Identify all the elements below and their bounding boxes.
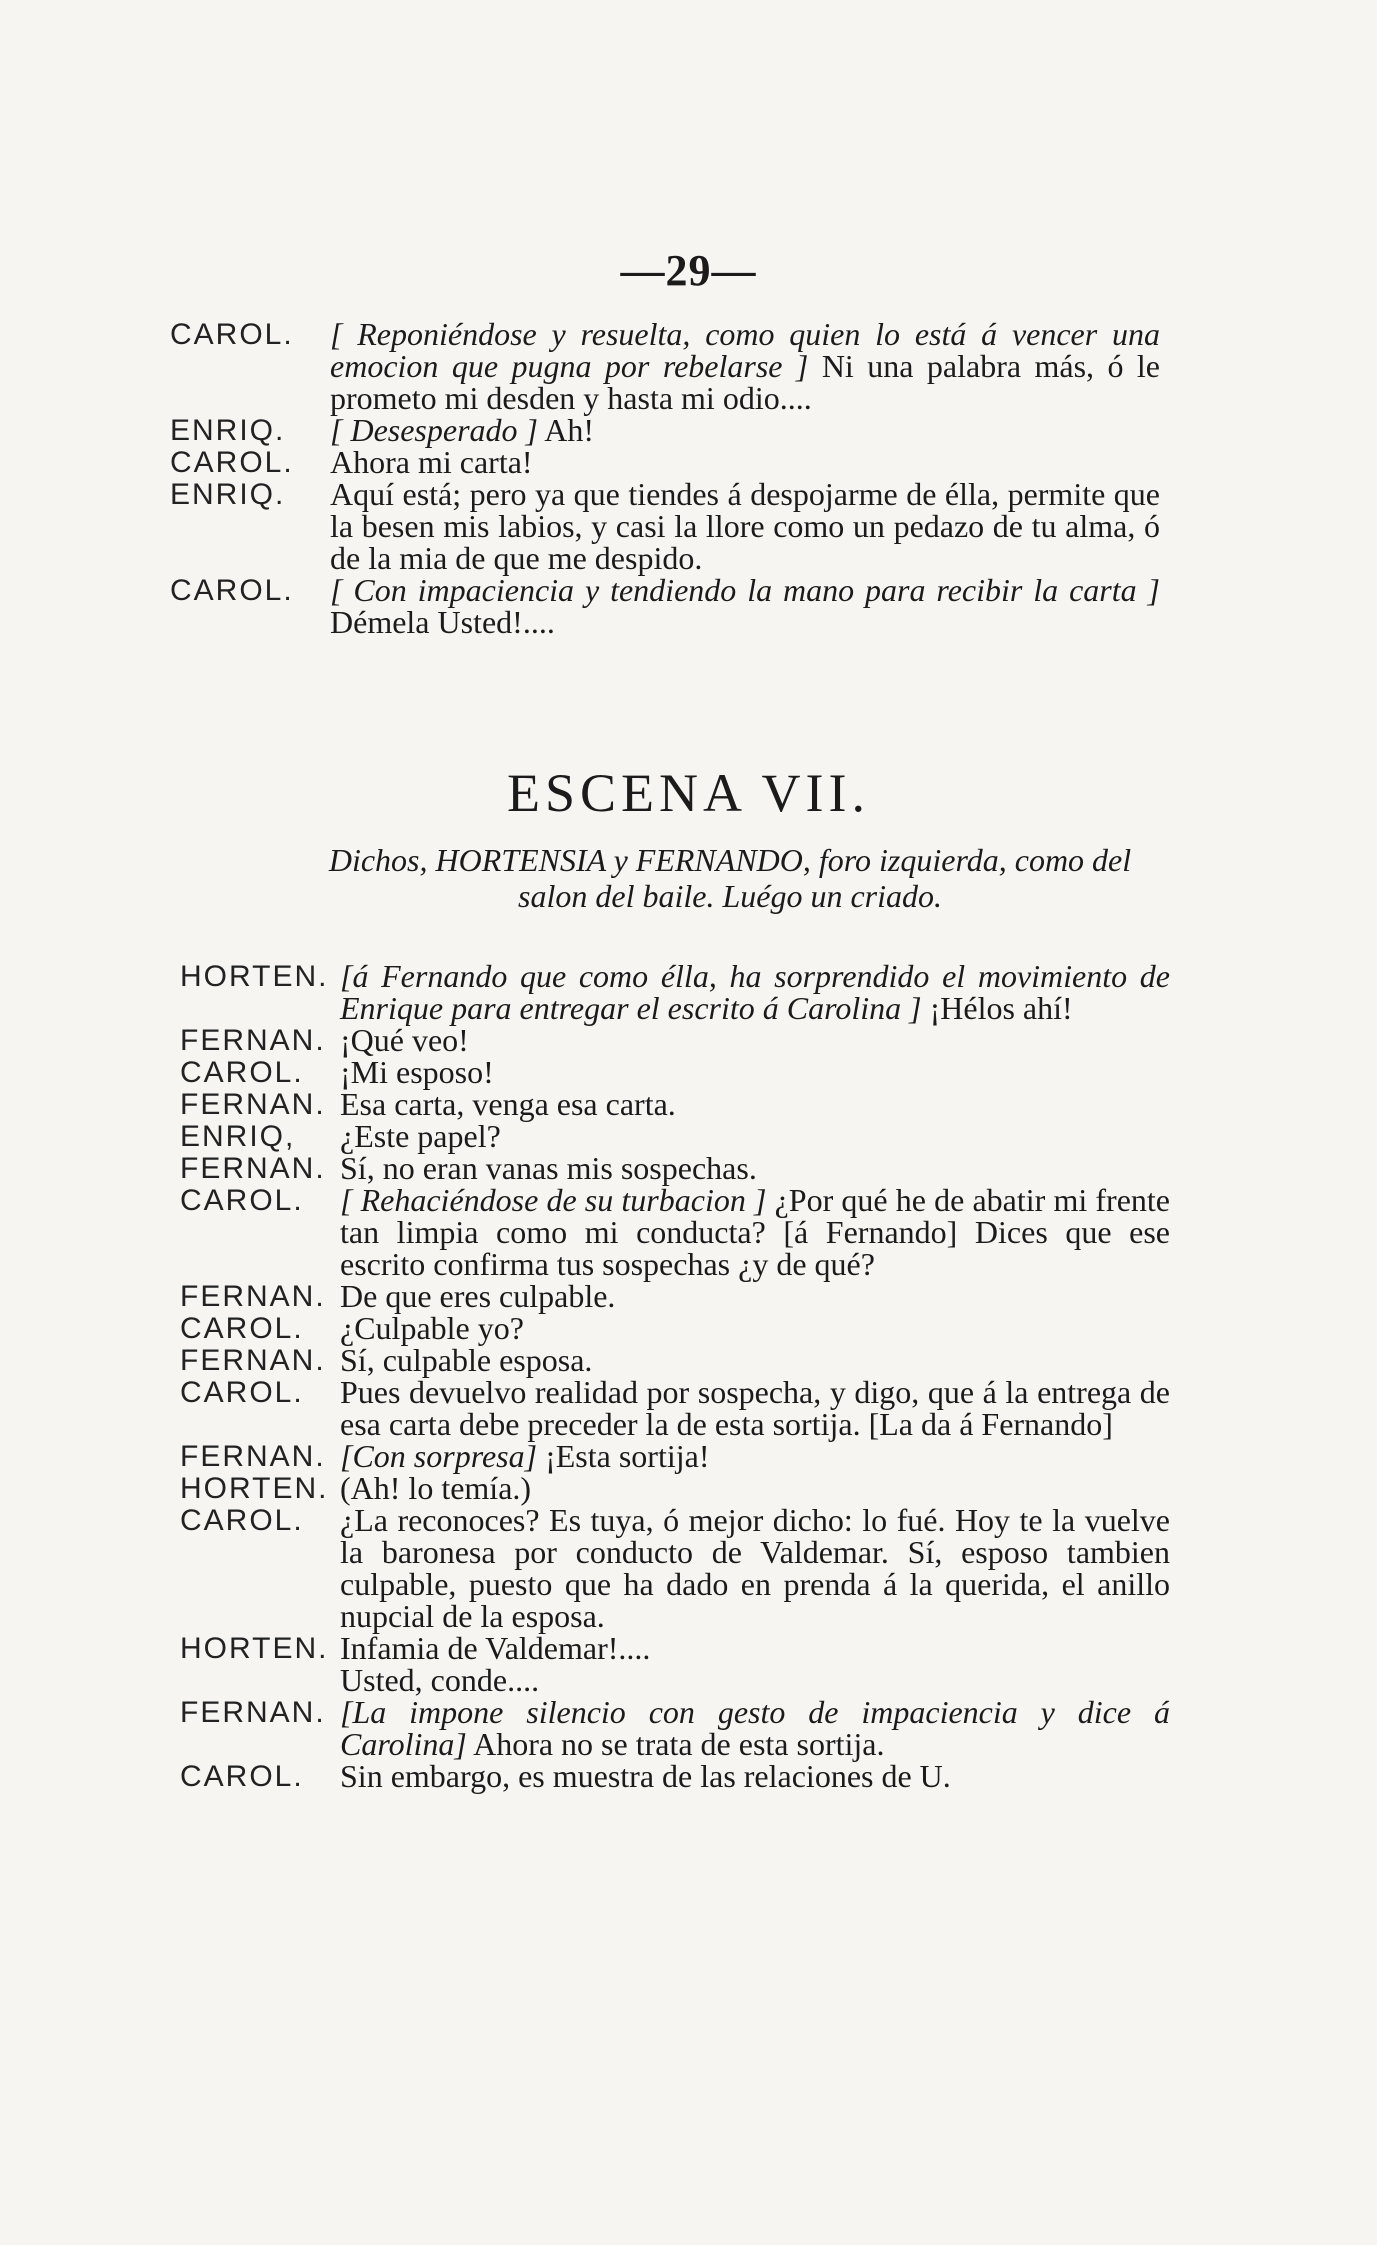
dialogue-entry [0, 478, 1377, 574]
speaker-name: ENRIQ, [180, 1120, 296, 1153]
speech-line: ¿Por qué he de abatir mi frente tan limpia como mi conducta? [á Fernando] Dices que ese escrito confirma tus sospechas ¿y de qué? [340, 1182, 1171, 1282]
speaker-name: CAROL. [170, 574, 294, 607]
dialogue-entry [0, 1632, 1377, 1664]
speaker-name: FERNAN. [180, 1440, 326, 1473]
dialogue-entry [0, 1312, 1377, 1344]
speech-text [340, 1696, 1170, 1760]
speech-text [340, 960, 1170, 1024]
speech-line: Ahora mi carta! [330, 444, 533, 480]
speech-text [340, 1088, 1170, 1120]
speech-line: ¡Esta sortija! [537, 1438, 710, 1474]
speech-line: Sí, culpable esposa. [340, 1342, 593, 1378]
stage-direction: [La impone silencio con gesto de impaciencia y dice á Carolina] [340, 1694, 1170, 1762]
speech-line: Usted, conde.... [340, 1662, 540, 1698]
dialogue-entry [0, 1696, 1377, 1760]
speech-line: De que eres culpable. [340, 1278, 616, 1314]
speaker-name: HORTEN. [180, 1632, 329, 1665]
speech-line: Sí, no eran vanas mis sospechas. [340, 1150, 757, 1186]
speech-text [340, 1632, 1170, 1664]
stage-direction: [ Desesperado ] [330, 412, 538, 448]
page-number: —29— [620, 246, 757, 295]
speech-line: Ni una palabra más, ó le prometo mi desden y hasta mi odio.... [330, 348, 1160, 416]
speech-line: ¡Mi esposo! [340, 1054, 494, 1090]
stage-direction: [ Rehaciéndose de su turbacion ] [340, 1182, 767, 1218]
speech-line: ¡Hélos ahí! [921, 990, 1073, 1026]
speech-text [340, 1056, 1170, 1088]
dialogue-entry [0, 1088, 1377, 1120]
speaker-name: CAROL. [180, 1184, 304, 1217]
dialogue-entry [0, 1760, 1377, 1792]
speech-text [340, 1312, 1170, 1344]
speech-text [340, 1472, 1170, 1504]
scene-title: ESCENA VII. [506, 763, 871, 823]
speaker-name: CAROL. [170, 318, 294, 351]
dialogue-entry [0, 1504, 1377, 1632]
speech-text [340, 1344, 1170, 1376]
speaker-name: CAROL. [180, 1504, 304, 1537]
speaker-name: FERNAN. [180, 1280, 326, 1313]
speaker-name: FERNAN. [180, 1152, 326, 1185]
speaker-name: FERNAN. [180, 1024, 326, 1057]
speaker-name: CAROL. [170, 446, 294, 479]
speech-text [340, 1152, 1170, 1184]
speech-text [330, 414, 1160, 446]
speaker-name: FERNAN. [180, 1088, 326, 1121]
speech-line: ¿Culpable yo? [340, 1310, 524, 1346]
speech-text [330, 318, 1160, 414]
speech-line: ¡Qué veo! [340, 1022, 469, 1058]
speech-line: ¿Este papel? [340, 1118, 501, 1154]
dialogue-entry [0, 1280, 1377, 1312]
speech-line: Pues devuelvo realidad por sospecha, y digo, que á la entrega de esa carta debe preceder la de esta sortija. [La da á Fernando] [340, 1374, 1170, 1442]
speaker-name: CAROL. [180, 1760, 304, 1793]
dialogue-entry [0, 1024, 1377, 1056]
dialogue-entry [0, 1344, 1377, 1376]
speech-text [340, 1376, 1170, 1440]
speech-text [330, 574, 1160, 638]
speaker-name: CAROL. [180, 1312, 304, 1345]
speech-line: Démela Usted!.... [330, 604, 555, 640]
speaker-name: HORTEN. [180, 960, 329, 993]
speaker-name: HORTEN. [180, 1472, 329, 1505]
dialogue-entry [0, 1472, 1377, 1504]
speaker-name: ENRIQ. [170, 414, 286, 447]
dialogue-entry [0, 1184, 1377, 1280]
dialogue-entry [0, 1152, 1377, 1184]
speaker-name: CAROL. [180, 1056, 304, 1089]
dialogue-entry [0, 414, 1377, 446]
stage-direction: [Con sorpresa] [340, 1438, 538, 1474]
dialogue-entry [0, 1440, 1377, 1472]
speech-text [340, 1184, 1170, 1280]
stage-direction: [á Fernando que como élla, ha sorprendido el movimiento de Enrique para entregar el escrito á Carolina ] [340, 958, 1170, 1026]
speech-text [340, 1024, 1170, 1056]
speech-line: Infamia de Valdemar!.... [340, 1630, 651, 1666]
dialogue-entry [0, 446, 1377, 478]
speech-line: Aquí está; pero ya que tiendes á despojarme de élla, permite que la besen mis labios, y casi la llore como un pedazo de tu alma, ó de la mia de que me despido. [330, 476, 1160, 576]
speech-text [330, 478, 1160, 574]
speaker-name: FERNAN. [180, 1344, 326, 1377]
scene-description: Dichos, HORTENSIA y FERNANDO, foro izquierda, como del salon del baile. Luégo un criado. [328, 842, 1132, 914]
speech-text [330, 446, 1160, 478]
stage-direction: [ Con impaciencia y tendiendo la mano para recibir la carta ] [330, 572, 1160, 608]
speaker-name: FERNAN. [180, 1696, 326, 1729]
speech-text [340, 1280, 1170, 1312]
dialogue-entry [0, 1056, 1377, 1088]
speech-text [340, 1504, 1170, 1632]
speech-text [340, 1664, 1170, 1696]
speech-text [340, 1760, 1170, 1792]
speech-line: Ahora no se trata de esta sortija. [466, 1726, 885, 1762]
speech-line: Sin embargo, es muestra de las relaciones de U. [340, 1758, 951, 1794]
speaker-name: ENRIQ. [170, 478, 286, 511]
speaker-name: CAROL. [180, 1376, 304, 1409]
dialogue-entry [0, 1120, 1377, 1152]
speech-line: ¿La reconoces? Es tuya, ó mejor dicho: lo fué. Hoy te la vuelve la baronesa por conducto de Valdemar. Sí, esposo tambien culpable, puesto que ha dado en prenda á la querida, el anillo nupcial de la esposa. [340, 1502, 1170, 1634]
dialogue-entry [0, 1376, 1377, 1440]
dialogue-entry [0, 574, 1377, 638]
speech-line: Ah! [537, 412, 594, 448]
dialogue-entry [0, 318, 1377, 414]
speech-text [340, 1120, 1170, 1152]
dialogue-entry [0, 1664, 1377, 1696]
speech-line: (Ah! lo temía.) [340, 1470, 532, 1506]
stage-direction: [ Reponiéndose y resuelta, como quien lo está á vencer una emocion que pugna por rebelarse ] [330, 316, 1160, 384]
speech-text [340, 1440, 1170, 1472]
dialogue-block-1 [0, 318, 1377, 638]
speech-line: Esa carta, venga esa carta. [340, 1086, 676, 1122]
dialogue-block-2 [0, 960, 1377, 1792]
dialogue-entry [0, 960, 1377, 1024]
